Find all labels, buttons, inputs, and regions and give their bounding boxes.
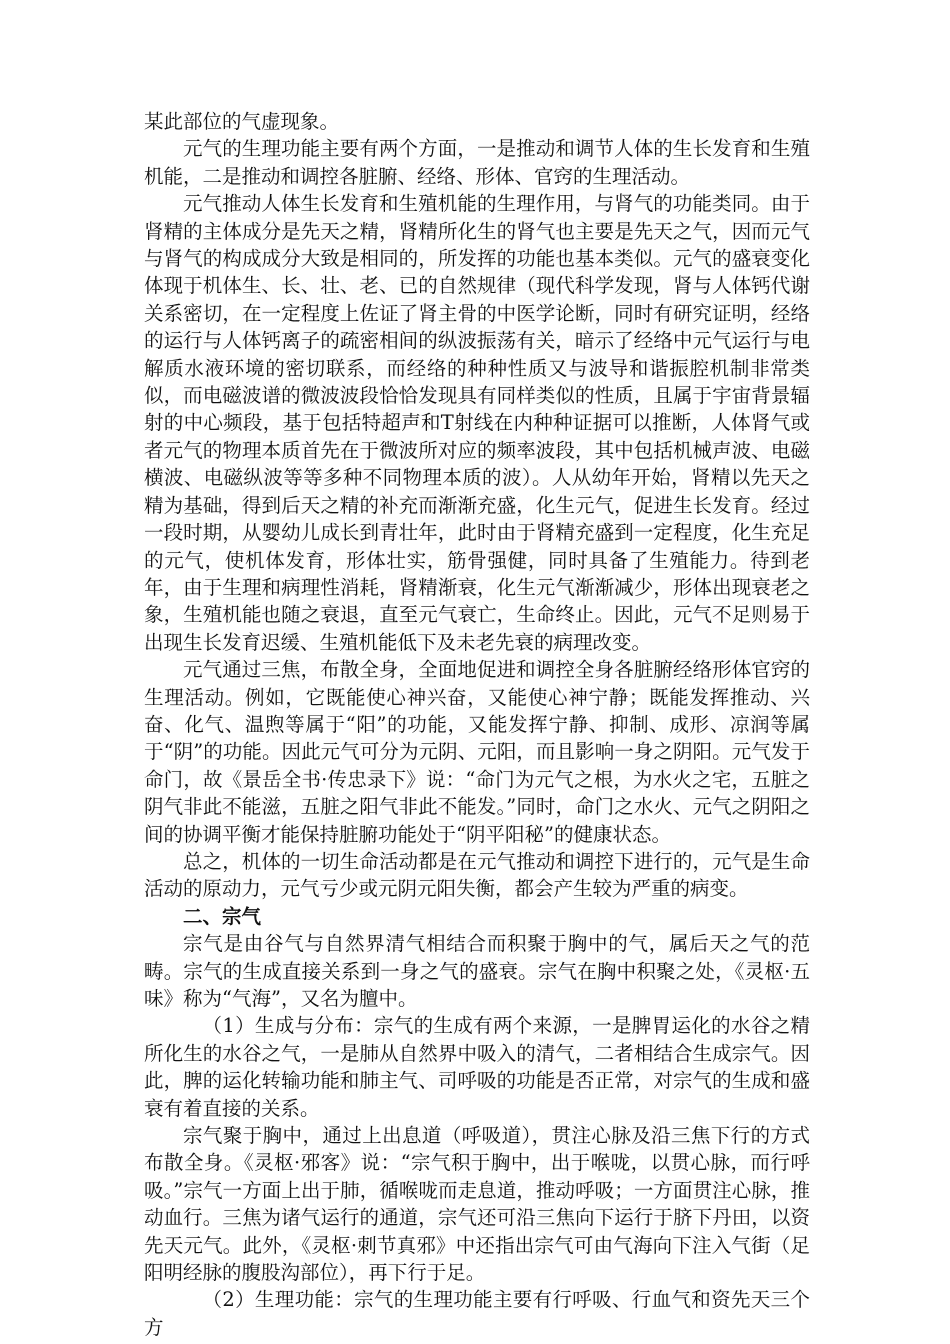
paragraph-physiological-function: （2）生理功能：宗气的生理功能主要有行呼吸、行血气和资先天三个方 bbox=[144, 1288, 810, 1339]
paragraph-yuanqi-growth: 元气推动人体生长发育和生殖机能的生理作用，与肾气的功能类同。由于肾精的主体成分是先天之精，肾精所化生的肾气也主要是先天之气，因而元气与肾气的构成成分大致是相同的，所发挥的功能也基本类似。元气的盛衰变化体现于机体生、长、壮、老、已的自然规律（现代科学发现，肾与人体钙代谢关系密切，在一定程度上佐证了肾主骨的中医学论断，同时有研究证明，经络的运行与人体钙离子的疏密相间的纵波振荡有关，暗示了经络中元气运行与电解质水液环境的密切联系，而经络的种种性质又与波导和谐振腔机制非常类似，而电磁波谱的微波波段恰恰发现具有同样类似的性质，且属于宇宙背景辐射的中心频段，基于包括特超声和T射线在内种种证据可以推断，人体肾气或者元气的物理本质首先在于微波所对应的频率波段，其中包括机械声波、电磁横波、电磁纵波等等多种不同物理本质的波）。人从幼年开始，肾精以先天之精为基础，得到后天之精的补充而渐渐充盛，化生元气，促进生长发育。经过一段时期，从婴幼儿成长到青壮年，此时由于肾精充盛到一定程度，化生充足的元气，使机体发育，形体壮实，筋骨强健，同时具备了生殖能力。待到老年，由于生理和病理性消耗，肾精渐衰，化生元气渐渐减少，形体出现衰老之象，生殖机能也随之衰退，直至元气衰亡，生命终止。因此，元气不足则易于出现生长发育迟缓、生殖机能低下及未老先衰的病理改变。 bbox=[144, 192, 810, 654]
paragraph-continuation: 某此部位的气虚现象。 bbox=[144, 110, 340, 133]
paragraph-formation-distribution: （1）生成与分布：宗气的生成有两个来源，一是脾胃运化的水谷之精所化生的水谷之气，一是肺从自然界中吸入的清气，二者相结合生成宗气。因此，脾的运化转输功能和肺主气、司呼吸的功能是否正常，对宗气的生成和盛衰有着直接的关系。 bbox=[144, 1014, 810, 1120]
document-page bbox=[144, 108, 810, 1341]
paragraph-summary: 总之，机体的一切生命活动都是在元气推动和调控下进行的，元气是生命活动的原动力，元气亏少或元阴元阳失衡，都会产生较为严重的病变。 bbox=[144, 849, 810, 901]
paragraph-yuanqi-sanjiao: 元气通过三焦，布散全身，全面地促进和调控全身各脏腑经络形体官窍的生理活动。例如，它既能使心神兴奋，又能使心神宁静；既能发挥推动、兴奋、化气、温煦等属于“阳”的功能，又能发挥宁静、抑制、成形、凉润等属于“阴”的功能。因此元气可分为元阴、元阳，而且影响一身之阴阳。元气发于命门，故《景岳全书·传忠录下》说：“命门为元气之根，为水火之宅，五脏之阴气非此不能滋，五脏之阳气非此不能发。”同时，命门之水火、元气之阴阳之间的协调平衡才能保持脏腑功能处于“阴平阳秘”的健康状态。 bbox=[144, 658, 810, 846]
paragraph-yuanqi-functions: 元气的生理功能主要有两个方面，一是推动和调节人体的生长发育和生殖机能，二是推动和调控各脏腑、经络、形体、官窍的生理活动。 bbox=[144, 137, 810, 188]
section-heading: 二、宗气 bbox=[183, 904, 262, 928]
paragraph-zongqi-distribution: 宗气聚于胸中，通过上出息道（呼吸道），贯注心脉及沿三焦下行的方式布散全身。《灵枢·邪客》说：“宗气积于胸中，出于喉咙，以贯心脉，而行呼吸。”宗气一方面上出于肺，循喉咙而走息道，推动呼吸；一方面贯注心脉，推动血行。三焦为诸气运行的通道，宗气还可沿三焦向下运行于脐下丹田，以资先天元气。此外，《灵枢·刺节真邪》中还指出宗气可由气海向下注入气街（足阳明经脉的腹股沟部位），再下行于足。 bbox=[144, 1124, 810, 1285]
paragraph-zongqi-definition: 宗气是由谷气与自然界清气相结合而积聚于胸中的气，属后天之气的范畴。宗气的生成直接关系到一身之气的盛衰。宗气在胸中积聚之处，《灵枢·五味》称为“气海”，又名为膻中。 bbox=[144, 932, 810, 1010]
